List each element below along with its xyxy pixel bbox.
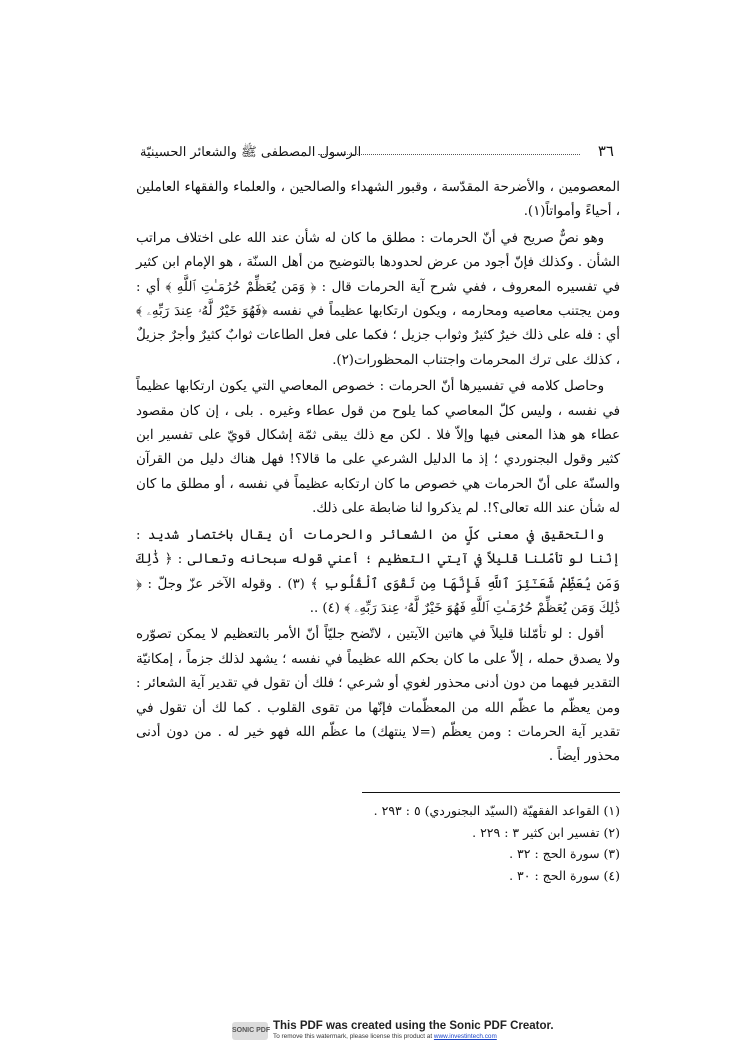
page-number: ٣٦ (597, 142, 614, 160)
watermark-line-2 (273, 1033, 497, 1040)
paragraph: وحاصل كلامه في تفسيرها أنّ الحرمات : خصوص المعاصي التي يكون ارتكابها عظيماً في نفسه ، وليس كلّ المعاصي كما يلوح من قول عطاء وغيره . بلى ، إن كان مقصود عطاء هو هذا المعنى فيها وإلاّ فلا . لكن مع ذلك يبقى ثمّة إشكال قويّ على تفسير ابن كثير وقول البجنوردي ؛ إذ ما الدليل الشرعي على ما قالا؟! فهل هناك دليل من القرآن والسنّة على أنّ الحرمات هي خصوص ما كان ارتكابه عظيماً في نفسه ، أو مطلق ما كان له شأن عند الله تعالى؟!. لم يذكروا لنا ضابطة على ذلك. (136, 379, 620, 517)
sonic-pdf-logo-icon: SONIC PDF (232, 1022, 268, 1040)
watermark (232, 1020, 554, 1042)
page-header (140, 142, 614, 162)
paragraph: وهو نصٌّ صريح في أنّ الحرمات : مطلق ما كان له شأن عند الله على اختلاف مراتب الشأن . وكذلك فإنّ أجود من عرض لحدودها بالتوضيح من أهل السنّة ، هو الإمام ابن كثير في تفسيره المعروف ، ففي شرح آية الحرمات قال : ﴿ وَمَن يُعَظِّمْ حُرُمَـٰتِ ٱللَّهِ ﴾ أي : ومن يجتنب معاصيه ومحارمه ، ويكون ارتكابها عظيماً في نفسه ﴿فَهُوَ خَيْرٌ لَّهُۥ عِندَ رَبِّهِۦ ﴾ أي : فله على ذلك خيرٌ كثيرٌ وثواب جزيل ؛ فكما على فعل الطاعات ثوابٌ كثيرٌ وأجرٌ جزيلٌ ، كذلك على ترك المحرمات واجتناب المحظورات(٢). (136, 230, 620, 368)
watermark-license-text: To remove this watermark, please license this product at (273, 1033, 433, 1040)
footnote: (٢) تفسير ابن كثير ٣ : ٢٢٩ . (472, 824, 620, 840)
running-title: الرسول المصطفى ﷺ والشعائر الحسينيّة (140, 145, 362, 160)
watermark-line-1: This PDF was created using the Sonic PDF Creator. (273, 1020, 554, 1032)
footnote: (٤) سورة الحج : ٣٠ . (509, 867, 620, 883)
footnotes (200, 800, 620, 886)
footnote: (١) القواعد الفقهيّة (السيّد البجنوردي) ٥ : ٢٩٣ . (373, 803, 620, 818)
paragraph: المعصومين ، والأضرحة المقدّسة ، وقبور الشهداء والصالحين ، والعلماء والفقهاء العاملين ، أحياءً وأمواتاً(١). (136, 180, 620, 220)
footnote: (٣) سورة الحج : ٣٢ . (509, 846, 620, 861)
footnote-separator (362, 792, 620, 793)
main-text (136, 176, 620, 772)
watermark-link[interactable]: www.investintech.com (433, 1033, 497, 1040)
paragraph: والتحقيق في معنى كلٍّ من الشعائر والحرمات أن يقال باختصار شديد : إنّنا لو تأمّلنا قليلاً في آيتي التعظيم ؛ أعني قوله سبحانه وتعالى : ﴿ ذَٰلِكَ وَمَن يُعَظِّمْ شَعَـٰٓئِرَ ٱللَّهِ فَإِنَّهَا مِن تَقْوَى ٱلْقُلُوبِ ﴾ (٣) . وقوله الآخر عزّ وجلّ : ﴿ ذَٰلِكَ وَمَن يُعَظِّمْ حُرُمَـٰتِ ٱللَّهِ فَهُوَ خَيْرٌ لَّهُۥ عِندَ رَبِّهِۦ ﴾ (٤) .. (136, 527, 620, 616)
paragraph: أقول : لو تأمّلنا قليلاً في هاتين الآيتين ، لاتّضح جليّاً أنّ الأمر بالتعظيم لا يمكن تصوّره ولا يصدق حمله ، إلاّ على ما كان بحكم الله عظيماً في نفسه ؛ يشهد لذلك جزماً ، إمكانيّة التقدير فيهما من دون أدنى محذور لغوي أو شرعي ؛ فلك أن تقول في تقدير آية الشعائر : ومن يعظّم ما عظّم الله من المعظّمات فإنّها من تقوى القلوب . كما لك أن تقول في تقدير آية الحرمات : ومن يعظّم (=لا ينتهك) ما عظّم الله فهو خير له . من دون أدنى محذور أيضاً . (136, 627, 620, 765)
